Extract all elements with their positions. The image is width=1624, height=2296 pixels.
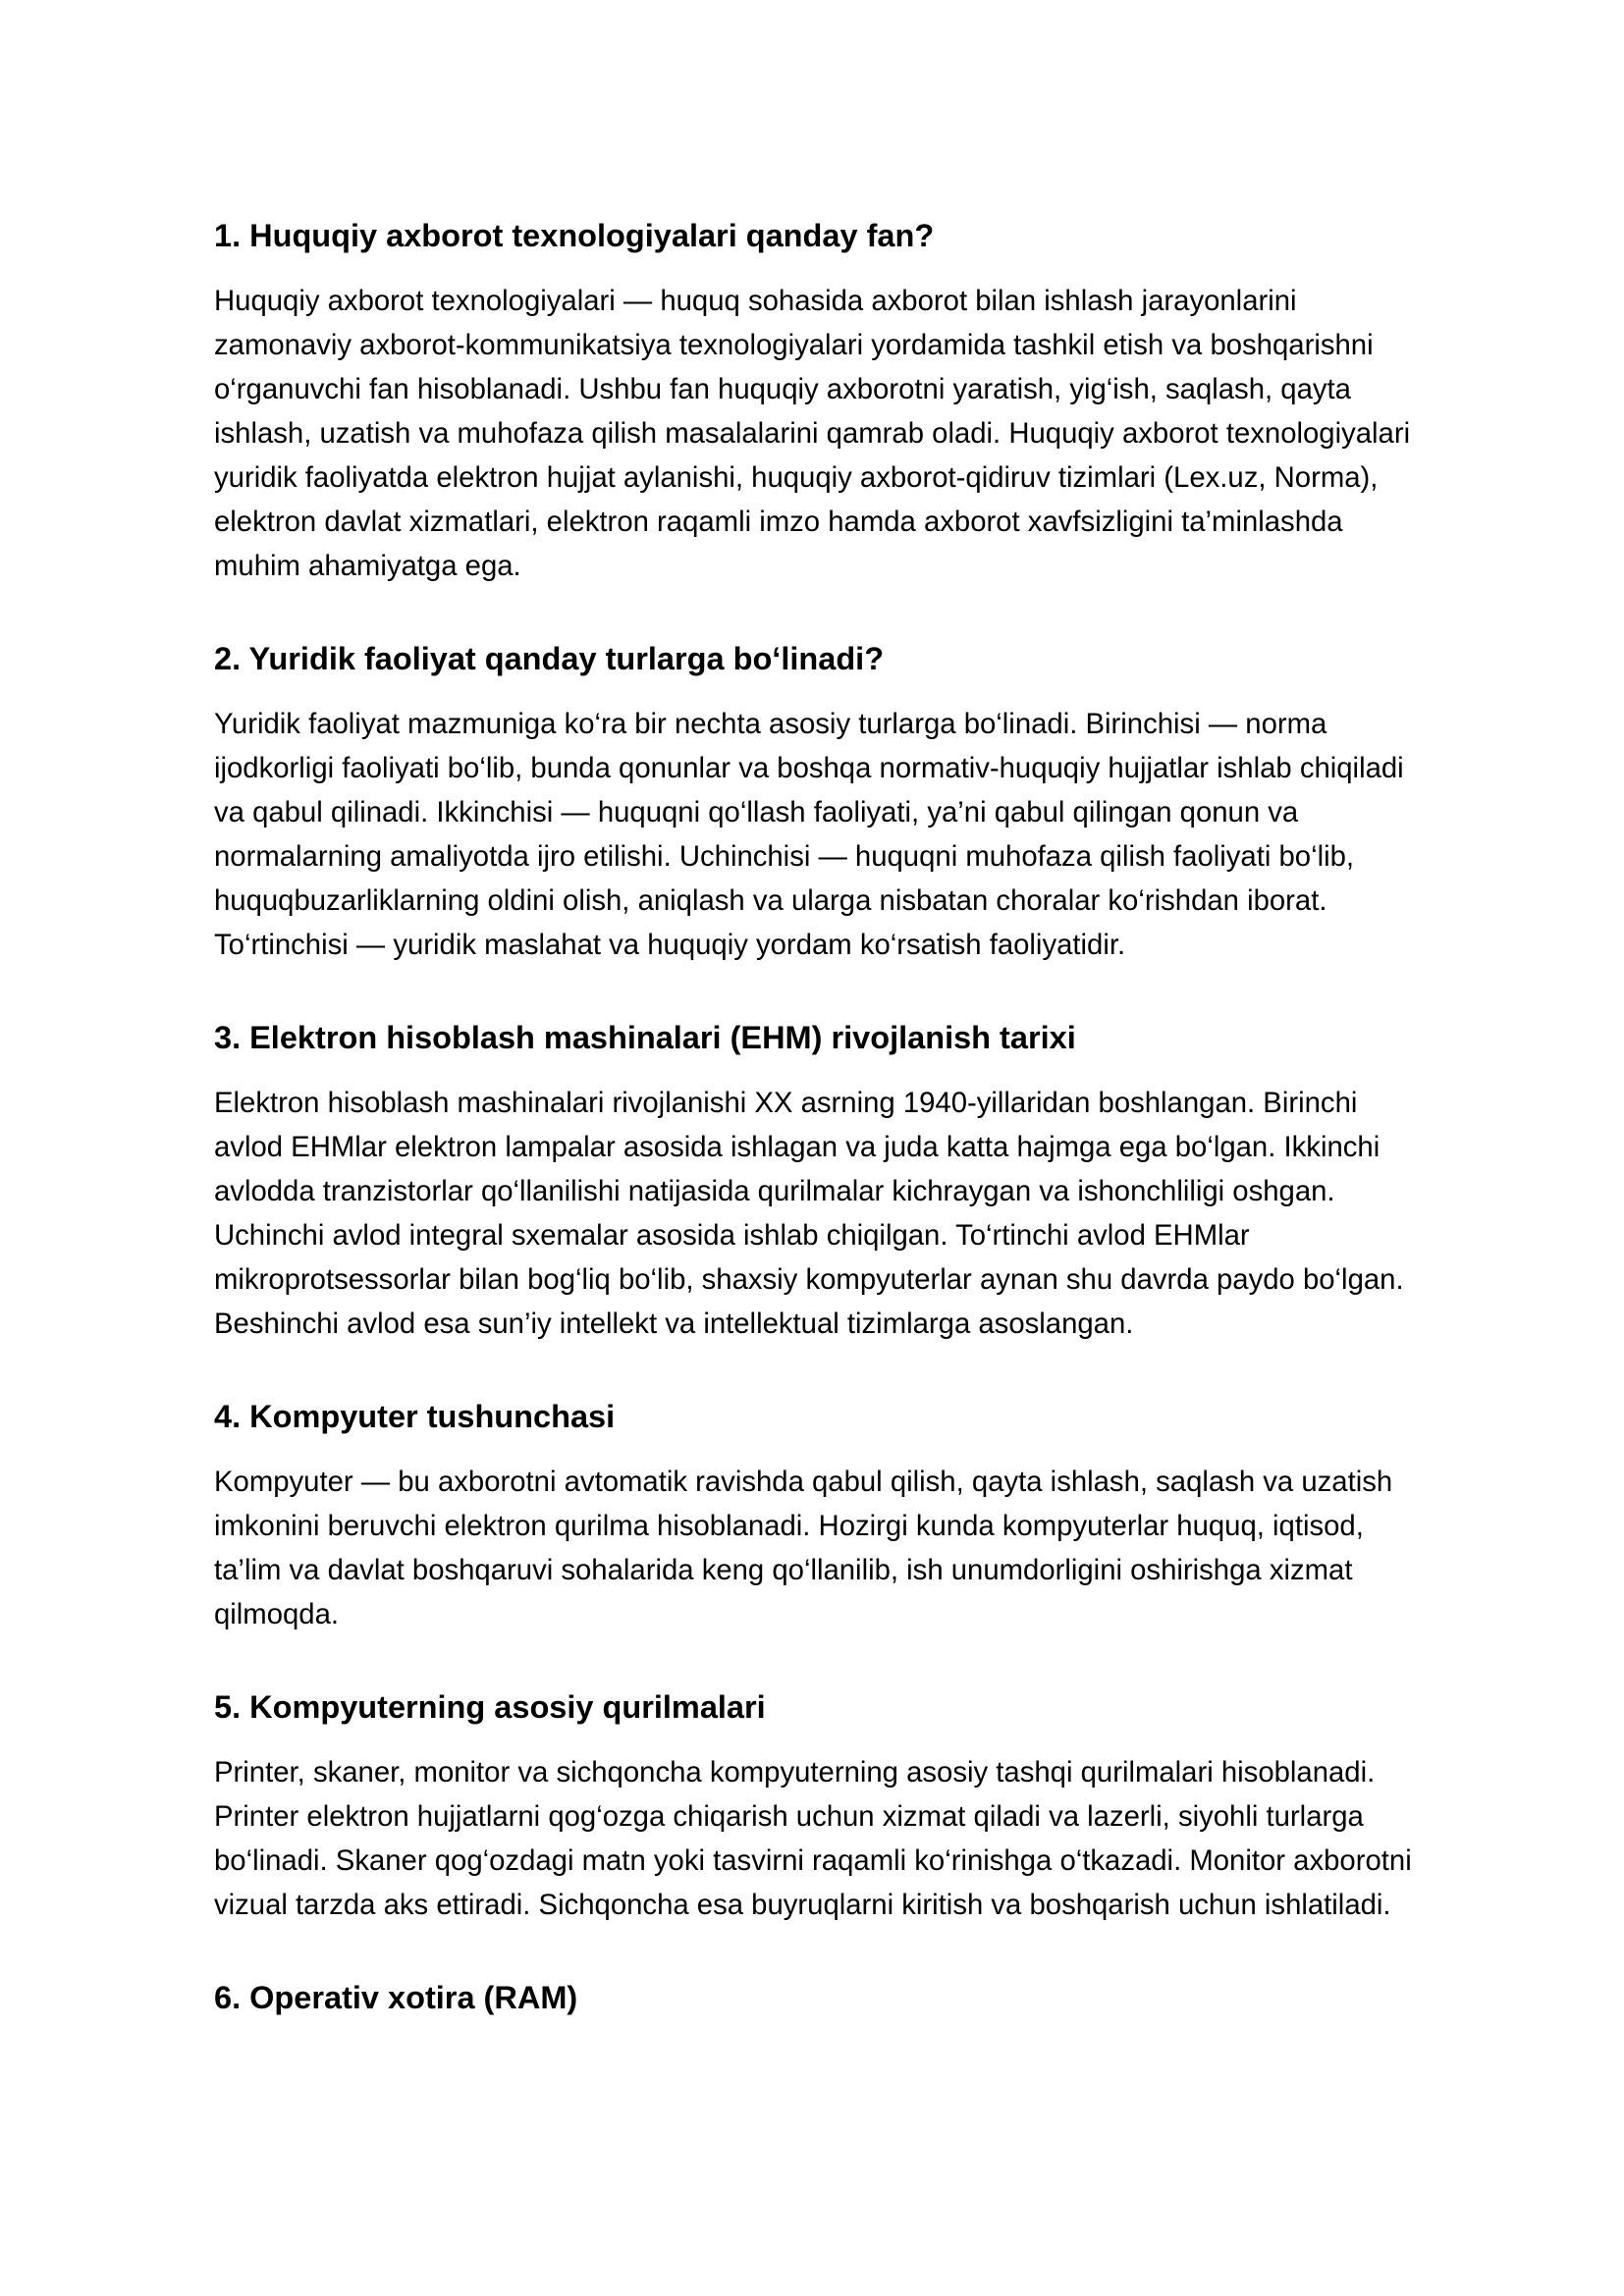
document-page xyxy=(214,214,1422,2041)
section-2 xyxy=(214,637,1422,967)
section-4 xyxy=(214,1395,1422,1636)
section-heading: 4. Kompyuter tushunchasi xyxy=(214,1399,616,1434)
section-heading: 5. Kompyuterning asosiy qurilmalari xyxy=(214,1689,766,1725)
section-1 xyxy=(214,214,1422,588)
section-3 xyxy=(214,1016,1422,1346)
section-paragraph: Printer, skaner, monitor va sichqoncha kompyuterning asosiy tashqi qurilmalari hisoblanadi. Printer elektron hujjatlarni qog‘ozga chiqarish uchun xizmat qiladi va lazerli, siyohli turlarga bo‘linadi. Skaner qog‘ozdagi matn yoki tasvirni raqamli ko‘rinishga o‘tkazadi. Monitor axborotni vizual tarzda aks ettiradi. Sichqoncha esa buyruqlarni kiritish va boshqarish uchun ishlatiladi. xyxy=(214,1756,1412,1921)
section-paragraph: Elektron hisoblash mashinalari rivojlanishi XX asrning 1940-yillaridan boshlangan. Birinchi avlod EHMlar elektron lampalar asosida ishlagan va juda katta hajmga ega bo‘lgan. Ikkinchi avlodda tranzistorlar qo‘llanilishi natijasida qurilmalar kichraygan va ishonchliligi oshgan. Uchinchi avlod integral sxemalar asosida ishlab chiqilgan. To‘rtinchi avlod EHMlar mikroprotsessorlar bilan bog‘liq bo‘lib, shaxsiy kompyuterlar aynan shu davrda paydo bo‘lgan. Beshinchi avlod esa sun’iy intellekt va intellektual tizimlarga asoslangan. xyxy=(214,1087,1404,1340)
section-5 xyxy=(214,1685,1422,1927)
section-heading: 1. Huquqiy axborot texnologiyalari qanday fan? xyxy=(214,218,935,253)
section-paragraph: Kompyuter — bu axborotni avtomatik ravishda qabul qilish, qayta ishlash, saqlash va uzatish imkonini beruvchi elektron qurilma hisoblanadi. Hozirgi kunda kompyuterlar huquq, iqtisod, ta’lim va davlat boshqaruvi sohalarida keng qo‘llanilib, ish unumdorligini oshirishga xizmat qilmoqda. xyxy=(214,1466,1393,1630)
section-heading: 2. Yuridik faoliyat qanday turlarga bo‘linadi? xyxy=(214,641,885,676)
section-paragraph: Huquqiy axborot texnologiyalari — huquq sohasida axborot bilan ishlash jarayonlarini zamonaviy axborot-kommunikatsiya texnologiyalari yordamida tashkil etish va boshqarishni o‘rganuvchi fan hisoblanadi. Ushbu fan huquqiy axborotni yaratish, yig‘ish, saqlash, qayta ishlash, uzatish va muhofaza qilish masalalarini qamrab oladi. Huquqiy axborot texnologiyalari yuridik faoliyatda elektron hujjat aylanishi, huquqiy axborot-qidiruv tizimlari (Lex.uz, Norma), elektron davlat xizmatlari, elektron raqamli imzo hamda axborot xavfsizligini ta’minlashda muhim ahamiyatga ega. xyxy=(214,285,1411,582)
section-6 xyxy=(214,1976,1422,2019)
section-paragraph: Yuridik faoliyat mazmuniga ko‘ra bir nechta asosiy turlarga bo‘linadi. Birinchisi — norma ijodkorligi faoliyati bo‘lib, bunda qonunlar va boshqa normativ-huquqiy hujjatlar ishlab chiqiladi va qabul qilinadi. Ikkinchisi — huquqni qo‘llash faoliyati, ya’ni qabul qilingan qonun va normalarning amaliyotda ijro etilishi. Uchinchisi — huquqni muhofaza qilish faoliyati bo‘lib, huquqbuzarliklarning oldini olish, aniqlash va ularga nisbatan choralar ko‘rishdan iborat. To‘rtinchisi — yuridik maslahat va huquqiy yordam ko‘rsatish faoliyatidir. xyxy=(214,708,1404,961)
section-heading: 3. Elektron hisoblash mashinalari (EHM) rivojlanish tarixi xyxy=(214,1020,1076,1055)
section-heading: 6. Operativ xotira (RAM) xyxy=(214,1980,578,2015)
